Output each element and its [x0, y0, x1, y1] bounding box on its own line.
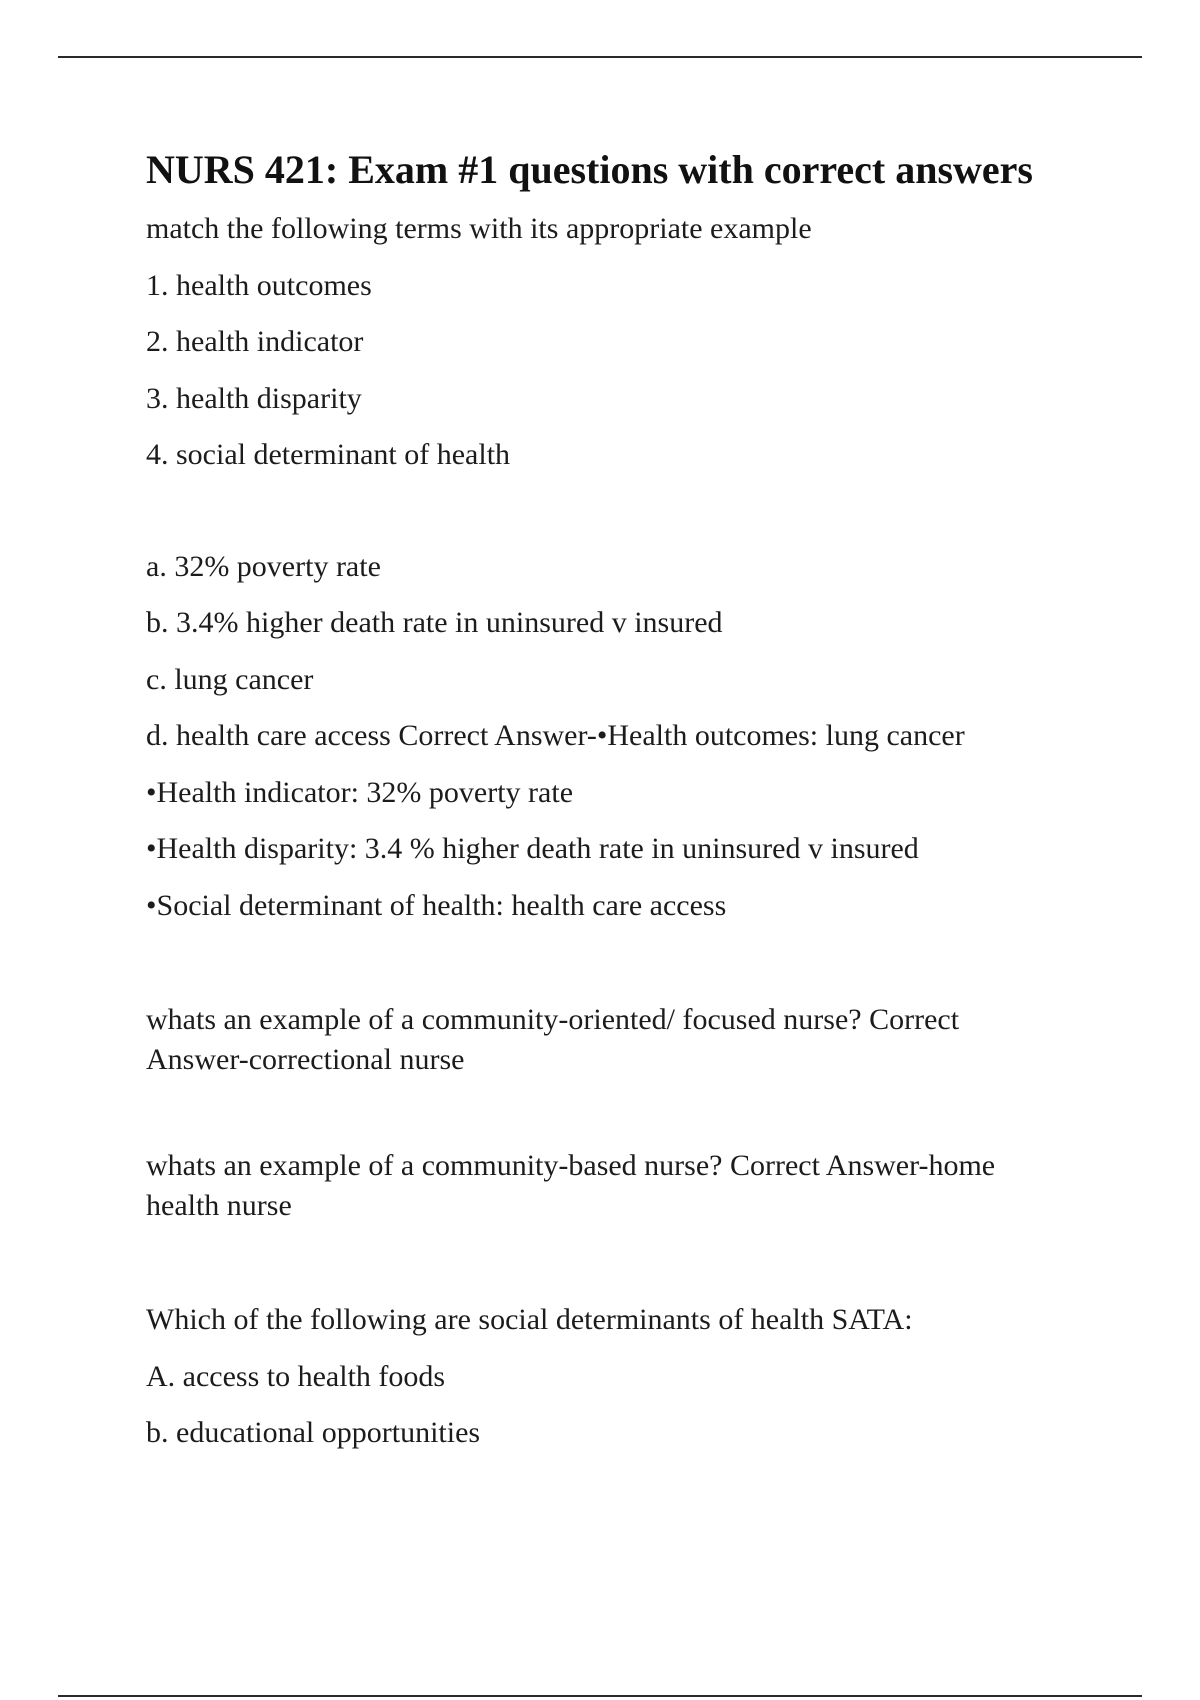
- header-divider: [58, 56, 1142, 58]
- answer-item: •Social determinant of health: health care access: [146, 888, 727, 922]
- option-item: A. access to health foods: [146, 1359, 446, 1393]
- answer-item: •Health disparity: 3.4 % higher death rate in uninsured v insured: [146, 832, 919, 865]
- answer-item: •Health indicator: 32% poverty rate: [146, 775, 574, 809]
- document-body: [146, 140, 1086, 1462]
- question-text-line: Answer-correctional nurse: [146, 1043, 465, 1076]
- question-matching: [146, 201, 1086, 934]
- question-prompt: match the following terms with its appropriate example: [146, 212, 812, 245]
- question-text-line: whats an example of a community-oriented/ focused nurse? Correct: [146, 1003, 960, 1036]
- term-item: 2. health indicator: [146, 325, 364, 358]
- question-community-oriented: [146, 1000, 1086, 1080]
- question-text-line: whats an example of a community-based nurse? Correct Answer-home: [146, 1149, 996, 1182]
- example-item: d. health care access Correct Answer-•Health outcomes: lung cancer: [146, 719, 965, 752]
- term-item: 4. social determinant of health: [146, 438, 511, 471]
- question-community-based: [146, 1146, 1086, 1226]
- question-text-line: health nurse: [146, 1189, 292, 1222]
- question-sata: [146, 1292, 1086, 1462]
- example-item: b. 3.4% higher death rate in uninsured v insured: [146, 606, 723, 639]
- page-title: NURS 421: Exam #1 questions with correct answers: [146, 147, 1033, 192]
- example-item: c. lung cancer: [146, 662, 314, 696]
- term-item: 1. health outcomes: [146, 268, 372, 302]
- option-item: b. educational opportunities: [146, 1416, 481, 1449]
- example-item: a. 32% poverty rate: [146, 549, 381, 583]
- footer-divider: [58, 1695, 1142, 1697]
- term-item: 3. health disparity: [146, 381, 362, 415]
- question-prompt: Which of the following are social determinants of health SATA:: [146, 1303, 913, 1336]
